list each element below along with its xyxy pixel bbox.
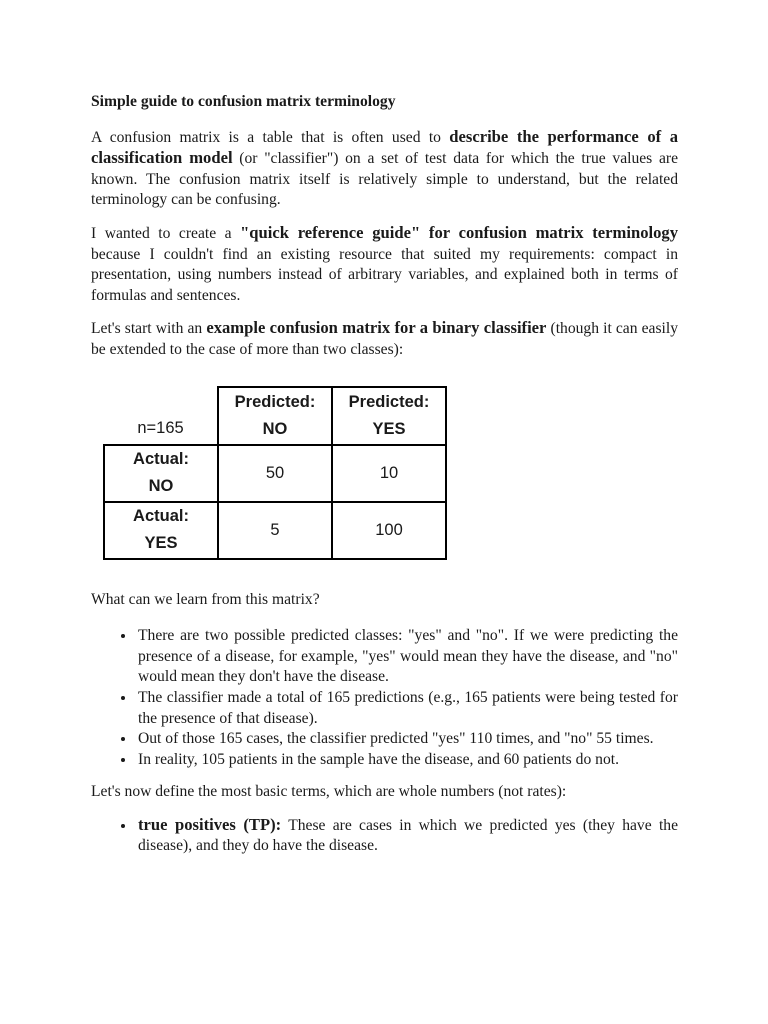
intro-text-a: A confusion matrix is a table that is often used to bbox=[91, 128, 450, 146]
page-title: Simple guide to confusion matrix terminology bbox=[91, 93, 396, 110]
matrix-cell-value: 50 bbox=[218, 445, 332, 502]
col-header-line1: Predicted: bbox=[234, 392, 316, 411]
list-item: • The classifier made a total of 165 predictions (e.g., 165 patients were being tested for the presence of that disease). bbox=[136, 688, 678, 729]
list-item: • Out of those 165 cases, the classifier predicted "yes" 110 times, and "no" 55 times. bbox=[136, 729, 678, 750]
guide-text-c: because I couldn't find an existing resource that suited my requirements: compact in presentation, using numbers instead of arbitrary variables, and explained both in terms of formulas and sentences. bbox=[91, 245, 678, 304]
matrix-cell-value: 5 bbox=[218, 502, 332, 559]
row-header-line1: Actual: bbox=[133, 450, 189, 469]
guide-text-a: I wanted to create a bbox=[91, 224, 241, 242]
matrix-n-label: n=165 bbox=[104, 387, 218, 445]
definitions-intro-paragraph: Let's now define the most basic terms, which are whole numbers (not rates): bbox=[91, 783, 567, 801]
guide-text-bold: "quick reference guide" for confusion matrix terminology bbox=[240, 222, 678, 242]
intro-text-c: (or "classifier") on a set of test data for which the true values are known. The confusion matrix itself is relatively simple to understand, but the related terminology can be confusing. bbox=[91, 150, 678, 209]
row-header-line1: Actual: bbox=[133, 507, 189, 526]
example-text-c: (though it can easily be extended to the case of more than two classes): bbox=[91, 320, 678, 358]
list-item: • There are two possible predicted classes: "yes" and "no". If we were predicting the presence of a disease, for example, "yes" would mean they have the disease, and "no" would mean they don't have the disease. bbox=[136, 626, 678, 688]
matrix-col-header-predicted-no bbox=[218, 387, 332, 445]
row-header-line2: NO bbox=[148, 477, 174, 496]
example-text-bold: example confusion matrix for a binary classifier bbox=[206, 318, 547, 338]
definitions-list bbox=[91, 815, 678, 857]
col-header-line2: YES bbox=[372, 419, 406, 438]
col-header-line2: NO bbox=[262, 419, 288, 438]
example-text-a: Let's start with an bbox=[91, 320, 207, 338]
matrix-row-header-actual-no bbox=[104, 445, 218, 502]
matrix-cell-value: 100 bbox=[332, 502, 446, 559]
confusion-matrix-table bbox=[103, 386, 447, 560]
matrix-row-header-actual-yes bbox=[104, 502, 218, 559]
matrix-row-actual-yes bbox=[104, 502, 446, 559]
learnings-list bbox=[91, 626, 678, 770]
intro-paragraph bbox=[91, 127, 678, 211]
intro-text-bold: describe the performance of a classification model bbox=[91, 126, 679, 168]
question-paragraph: What can we learn from this matrix? bbox=[91, 590, 320, 608]
example-paragraph bbox=[91, 318, 678, 360]
matrix-cell-value: 10 bbox=[332, 445, 446, 502]
reference-guide-paragraph bbox=[91, 223, 678, 306]
matrix-row-actual-no bbox=[104, 445, 446, 502]
list-item: • In reality, 105 patients in the sample have the disease, and 60 patients do not. bbox=[136, 750, 678, 771]
row-header-line2: YES bbox=[144, 534, 178, 553]
col-header-line1: Predicted: bbox=[348, 392, 430, 411]
definition-term: true positives (TP): bbox=[138, 814, 282, 834]
matrix-header-row bbox=[104, 387, 446, 445]
confusion-matrix-figure bbox=[103, 386, 678, 573]
document-page bbox=[91, 92, 678, 869]
list-item bbox=[136, 815, 678, 857]
matrix-col-header-predicted-yes bbox=[332, 387, 446, 445]
definition-text: These are cases in which we predicted yes (they have the disease), and they do have the disease. bbox=[138, 816, 678, 855]
